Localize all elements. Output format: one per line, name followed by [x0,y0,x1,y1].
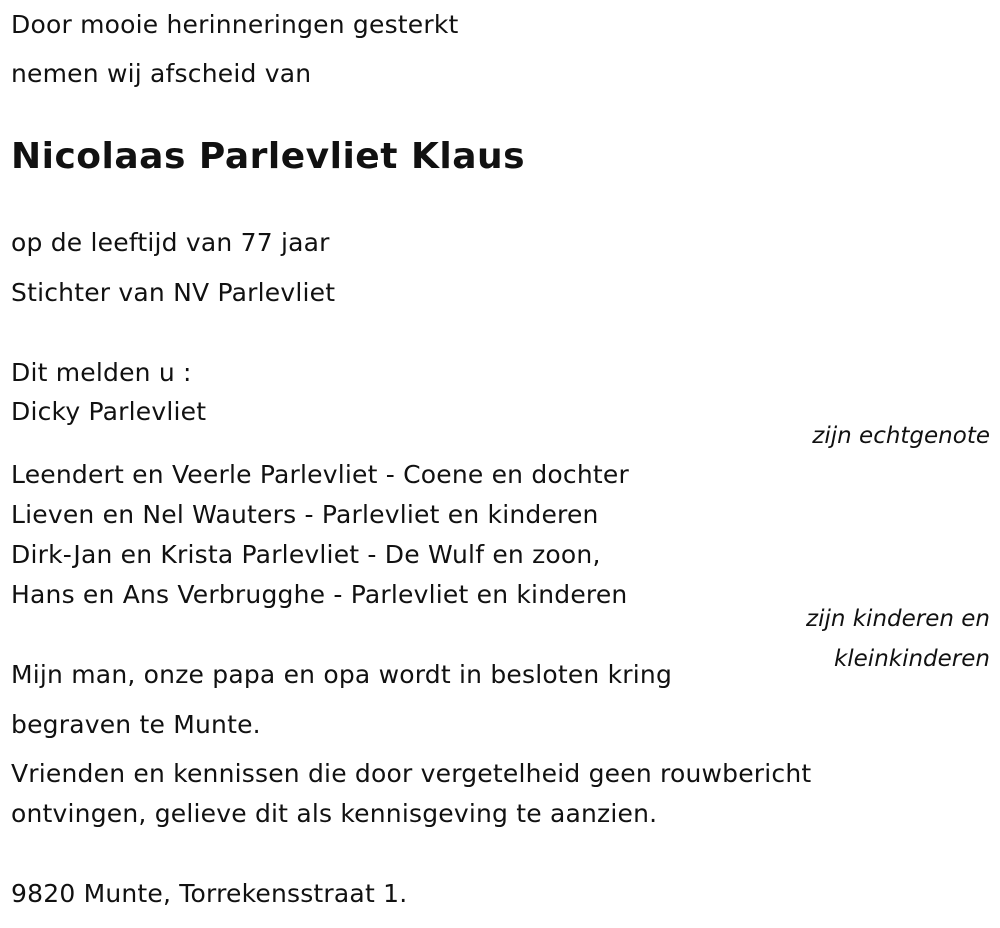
children-note-line-2: kleinkinderen [833,646,990,672]
address-line: 9820 Munte, Torrekensstraat 1. [11,879,408,908]
children-note-line-1: zijn kinderen en [806,606,990,632]
burial-line-1: Mijn man, onze papa en opa wordt in besloten kring [11,660,673,689]
intro-line-1: Door mooie herinneringen gesterkt [11,10,459,39]
spouse-name: Dicky Parlevliet [11,397,207,426]
notice-line-2: ontvingen, gelieve dit als kennisgeving te aanzien. [11,799,658,828]
intro-line-2: nemen wij afscheid van [11,59,312,88]
age-line: op de leeftijd van 77 jaar [11,228,330,257]
announcers-heading: Dit melden u : [11,358,192,387]
notice-line-1: Vrienden en kennissen die door vergetelheid geen rouwbericht [11,759,812,788]
spouse-note: zijn echtgenote [812,423,990,449]
role-line: Stichter van NV Parlevliet [11,278,336,307]
burial-line-2: begraven te Munte. [11,710,261,739]
deceased-name: Nicolaas Parlevliet Klaus [11,136,526,177]
child-line-1: Leendert en Veerle Parlevliet - Coene en dochter [11,460,629,489]
child-line-4: Hans en Ans Verbrugghe - Parlevliet en kinderen [11,580,628,609]
child-line-2: Lieven en Nel Wauters - Parlevliet en kinderen [11,500,599,529]
child-line-3: Dirk-Jan en Krista Parlevliet - De Wulf en zoon, [11,540,601,569]
